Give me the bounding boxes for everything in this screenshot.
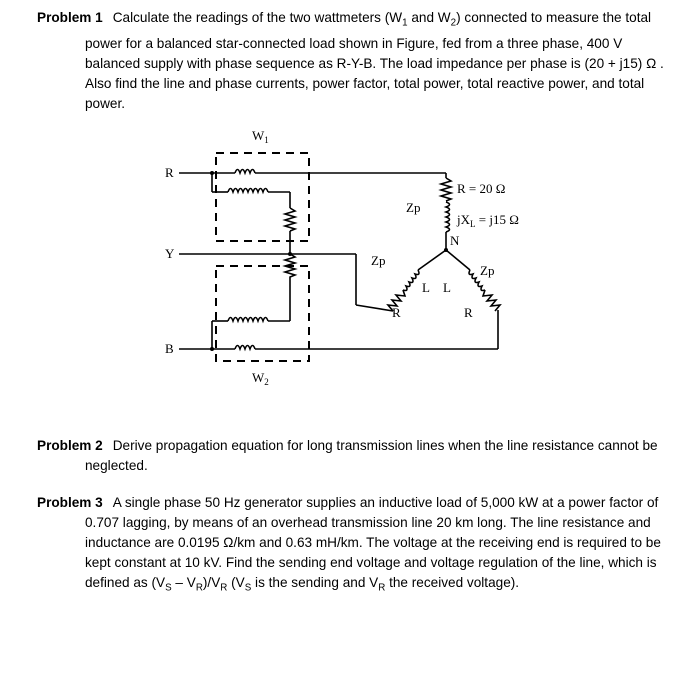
line-b-label: B xyxy=(165,341,174,356)
w1-pc-junction xyxy=(210,171,214,175)
problem-3-label: Problem 3 xyxy=(37,495,103,510)
problem-3-sub-s2: S xyxy=(244,582,252,594)
b-phase-link xyxy=(446,250,470,270)
w2-current-coil xyxy=(235,346,255,350)
wattmeter-circuit-figure xyxy=(150,120,530,390)
problem-3-sub-r3: R xyxy=(378,582,386,594)
problem-3-sub-r2: R xyxy=(220,582,228,594)
w1-wattmeter-box xyxy=(216,153,309,241)
problem-3-sub-s1: S xyxy=(165,582,172,594)
problem-3 xyxy=(37,493,667,599)
y-phase-inductor xyxy=(403,270,419,291)
r-value-label: R = 20 Ω xyxy=(457,181,506,196)
w2-pc-junction xyxy=(210,347,214,351)
problem-3-text-b: – V xyxy=(171,575,196,590)
neutral-label: N xyxy=(450,233,460,248)
problem-3-text-c: )/V xyxy=(202,575,221,590)
w2-potential-coil xyxy=(228,318,268,322)
w1-potential-coil xyxy=(228,189,268,193)
zp-top-label: Zp xyxy=(406,200,421,215)
problem-1-sub-1: 1 xyxy=(402,17,408,29)
circuit-diagram xyxy=(150,120,530,390)
l-left-label: L xyxy=(422,280,430,295)
problem-1-label: Problem 1 xyxy=(37,10,103,25)
problem-1-paragraph xyxy=(37,8,667,114)
xl-value-label: $jX_L = j15$ Ω xyxy=(457,212,519,229)
line-y-label: Y xyxy=(165,246,175,261)
w1-resistor xyxy=(285,208,295,231)
problem-2-text: Derive propagation equation for long transmission lines when the line resistance cannot be neglected. xyxy=(85,438,658,473)
problem-3-text-f: the received voltage). xyxy=(385,575,520,590)
w2-wattmeter-box xyxy=(216,266,309,361)
y-phase-feed xyxy=(356,305,393,311)
problem-1-text-c: ) connected to measure the total power for a balanced star-connected load shown in Figure, fed from a three phase, 400 V balanced supply with phase sequence as R-Y-B. The load impedance per phase is (20 + j15) Ω . Also find the line and phase currents, power factor, total power, total reactive power, and total power. xyxy=(85,10,664,111)
problem-1-text-a: Calculate the readings of the two wattmeters (W xyxy=(112,10,403,25)
w2-label: $W_2$ xyxy=(252,370,269,387)
problem-2-label: Problem 2 xyxy=(37,438,103,453)
problem-2 xyxy=(37,436,667,476)
problem-3-text-e: is the sending and V xyxy=(251,575,379,590)
w1-current-coil xyxy=(235,170,255,174)
problem-1 xyxy=(37,8,667,114)
y-line-junction xyxy=(288,252,292,256)
y-phase-link xyxy=(418,250,446,270)
problem-2-paragraph xyxy=(37,436,667,476)
problem-3-text-d: (V xyxy=(227,575,245,590)
line-r-label: R xyxy=(165,165,174,180)
problem-1-text-b: and W xyxy=(407,10,451,25)
l-right-label: L xyxy=(443,280,451,295)
zp-right-label: Zp xyxy=(480,263,495,278)
problem-3-paragraph xyxy=(37,493,667,599)
r-phase-inductor xyxy=(446,202,450,232)
w2-resistor xyxy=(285,254,295,287)
r-phase-resistor xyxy=(441,178,451,201)
zp-left-label: Zp xyxy=(371,253,386,268)
neutral-point xyxy=(444,248,448,252)
w1-label: $W_1$ xyxy=(252,128,269,145)
r-left-label: R xyxy=(392,305,401,320)
problem-1-sub-2: 2 xyxy=(450,17,457,29)
problem-3-sub-r1: R xyxy=(195,582,203,594)
problem-3-text-a: A single phase 50 Hz generator supplies an inductive load of 5,000 kW at a power factor of 0.707 lagging, by means of an overhead transmission line 20 km long. The line resistance and inductance are 0.0195 Ω/km and 0.63 mH/km. The voltage at the receiving end is required to be kept constant at 10 kV. Find the sending end voltage and voltage regulation of the line, which is defined as (V xyxy=(85,495,661,590)
r-right-label: R xyxy=(464,305,473,320)
b-phase-resistor xyxy=(483,290,500,311)
